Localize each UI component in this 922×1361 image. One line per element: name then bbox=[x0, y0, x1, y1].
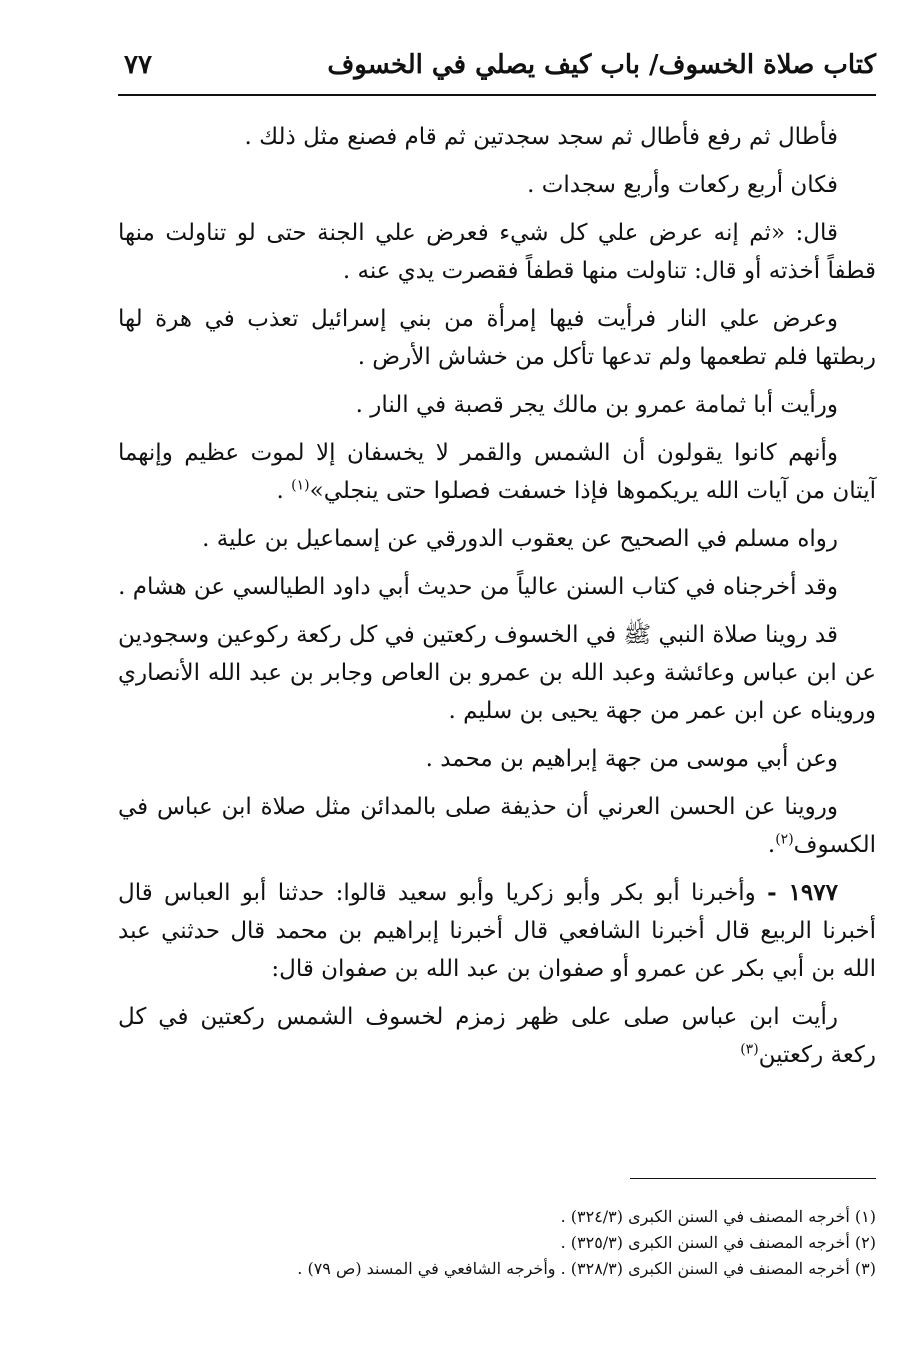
paragraph-text: فكان أربع ركعات وأربع سجدات . bbox=[527, 172, 838, 198]
paragraph-8 bbox=[118, 568, 876, 606]
footnote-ref-3[interactable]: (٣) bbox=[740, 1041, 759, 1058]
paragraph-text: وأنهم كانوا يقولون أن الشمس والقمر لا يخسفان إلا لموت عظيم وإنهما آيتان من آيات الله يريكموها فإذا خسفت فصلوا حتى ينجلي» bbox=[118, 440, 876, 504]
page-number: ٧٧ bbox=[124, 50, 152, 80]
paragraph-11 bbox=[118, 788, 876, 864]
paragraph-4 bbox=[118, 300, 876, 376]
footnote-1: (١) أخرجه المصنف في السنن الكبرى (٣٢٤/٣) . bbox=[560, 1207, 876, 1226]
paragraph-end: . bbox=[276, 478, 292, 504]
paragraph-text: وقد أخرجناه في كتاب السنن عالياً من حديث أبي داود الطيالسي عن هشام . bbox=[118, 574, 838, 600]
running-title: كتاب صلاة الخسوف/ باب كيف يصلي في الخسوف bbox=[327, 50, 876, 80]
paragraph-text: قال: «ثم إنه عرض علي كل شيء فعرض علي الجنة حتى لو تناولت منها قطفاً أخذته أو قال: تناولت منها قطفاً فقصرت يدي عنه . bbox=[118, 220, 876, 284]
paragraph-text: وأخبرنا أبو بكر وأبو زكريا وأبو سعيد قالوا: حدثنا أبو العباس قال أخبرنا الربيع قال أخبرنا الشافعي قال أخبرنا إبراهيم بن محمد قال حدثني عبد الله بن أبي بكر عن عمرو أو صفوان بن عبد الله بن صفوان قال: bbox=[118, 880, 876, 982]
paragraph-9 bbox=[118, 616, 876, 730]
paragraph-10 bbox=[118, 740, 876, 778]
paragraph-7 bbox=[118, 520, 876, 558]
paragraph-end: . bbox=[767, 832, 776, 858]
paragraph-text: ورأيت أبا ثمامة عمرو بن مالك يجر قصبة في النار . bbox=[355, 392, 838, 418]
paragraph-6 bbox=[118, 434, 876, 510]
hadith-number: ١٩٧٧ - bbox=[767, 879, 838, 906]
paragraph-text: وعرض علي النار فرأيت فيها إمرأة من بني إسرائيل تعذب في هرة لها ربطتها فلم تطعمها ولم تدعها تأكل من خشاش الأرض . bbox=[118, 306, 876, 370]
page-header bbox=[118, 48, 876, 96]
footnote-divider bbox=[630, 1178, 876, 1179]
paragraph-12 bbox=[118, 874, 876, 988]
paragraph-1 bbox=[118, 118, 876, 156]
footnote-ref-1[interactable]: (١) bbox=[291, 477, 310, 494]
paragraph-13 bbox=[118, 998, 876, 1074]
paragraph-3 bbox=[118, 214, 876, 290]
paragraph-text: فأطال ثم رفع فأطال ثم سجد سجدتين ثم قام فصنع مثل ذلك . bbox=[244, 124, 838, 150]
footnote-ref-2[interactable]: (٢) bbox=[775, 831, 794, 848]
paragraph-text: رأيت ابن عباس صلى على ظهر زمزم لخسوف الشمس ركعتين في كل ركعة ركعتين bbox=[118, 1004, 876, 1068]
page-body bbox=[118, 118, 876, 1084]
footnote-2: (٢) أخرجه المصنف في السنن الكبرى (٣٢٥/٣) . bbox=[560, 1233, 876, 1252]
paragraph-text: قد روينا صلاة النبي ﷺ في الخسوف ركعتين في كل ركعة ركوعين وسجودين عن ابن عباس وعائشة وعبد الله بن عمرو بن العاص وجابر بن عبد الله الأنصاري ورويناه عن ابن عمر من جهة يحيى بن سليم . bbox=[118, 622, 876, 724]
paragraph-text: رواه مسلم في الصحيح عن يعقوب الدورقي عن إسماعيل بن علية . bbox=[202, 526, 838, 552]
footnotes bbox=[118, 1204, 876, 1282]
paragraph-text: وعن أبي موسى من جهة إبراهيم بن محمد . bbox=[425, 746, 838, 772]
paragraph-5 bbox=[118, 386, 876, 424]
paragraph-text: وروينا عن الحسن العرني أن حذيفة صلى بالمدائن مثل صلاة ابن عباس في الكسوف bbox=[118, 794, 876, 858]
footnote-3: (٣) أخرجه المصنف في السنن الكبرى (٣٢٨/٣) . وأخرجه الشافعي في المسند (ص ٧٩) . bbox=[297, 1259, 876, 1278]
paragraph-2 bbox=[118, 166, 876, 204]
